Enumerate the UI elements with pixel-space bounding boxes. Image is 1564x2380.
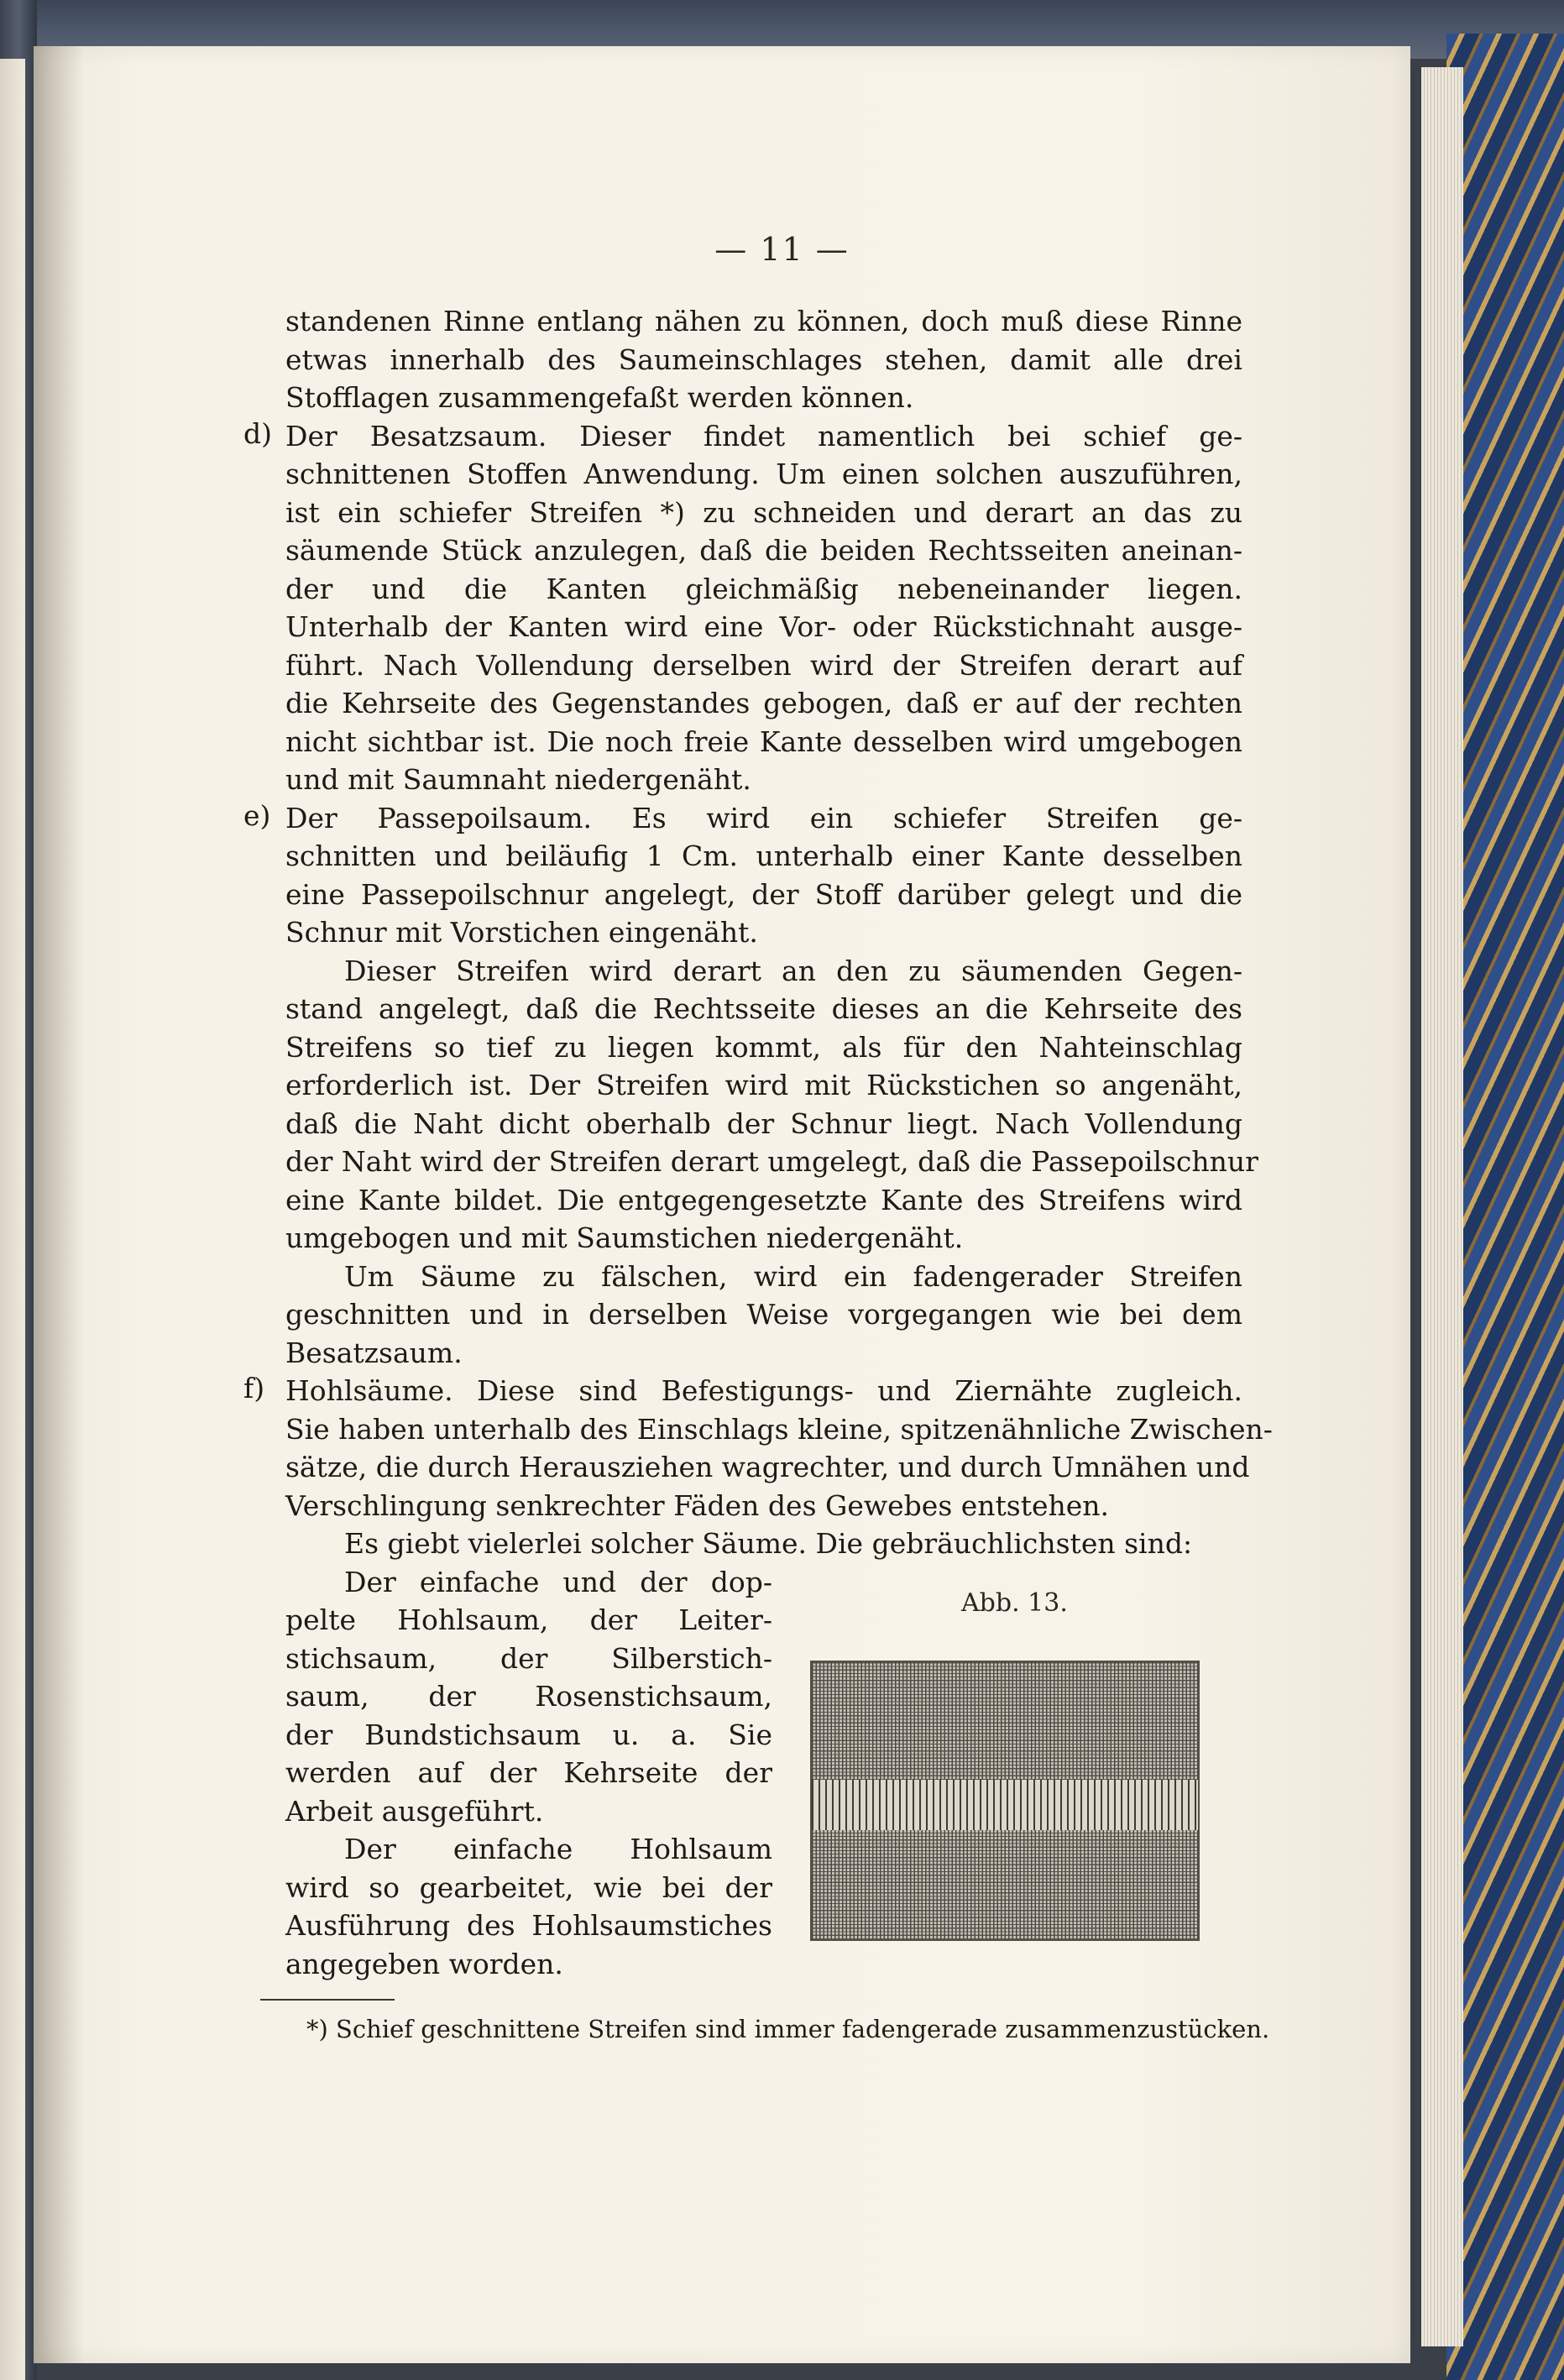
figure-label: Abb. 13. (961, 1588, 1068, 1618)
text-line: Der einfache Hohlsaum (344, 1833, 772, 1865)
text-line: Sie haben unterhalb des Einschlags kleine, spitzenähnliche Zwischen- (285, 1412, 1273, 1446)
text-line: Es giebt vielerlei solcher Säume. Die gebräuchlichsten sind: (344, 1527, 1193, 1560)
text-line: pelte Hohlsaum, der Leiter- (285, 1603, 772, 1636)
text-line: stichsaum, der Silberstich- (285, 1641, 772, 1675)
marbled-cover (1446, 34, 1564, 2380)
text-line: umgebogen und mit Saumstichen niedergenäht. (285, 1221, 964, 1254)
paragraph-d (243, 416, 1242, 456)
text-line: daß die Naht dicht oberhalb der Schnur liegt. Nach Vollendung (285, 1106, 1242, 1140)
text-line: Schnur mit Vorstichen eingenäht. (285, 916, 758, 949)
left-page-edge (0, 59, 25, 2380)
text-line: Ausführung des Hohlsaumstiches (285, 1909, 772, 1942)
text-line: Unterhalb der Kanten wird eine Vor- oder Rückstichnaht ausge- (285, 610, 1242, 643)
text-line: der Naht wird der Streifen derart umgelegt, daß die Passepoilschnur (285, 1145, 1258, 1178)
text-line: Stofflagen zusammengefaßt werden können. (285, 381, 914, 414)
page-edges (1421, 67, 1463, 2346)
text-line: Der Besatzsaum. Dieser findet namentlich bei schief ge- (285, 419, 1242, 452)
text-line: der und die Kanten gleichmäßig nebeneinander liegen. (285, 572, 1242, 605)
page-number: — 11 — (714, 231, 850, 268)
list-marker-e: e) (243, 798, 271, 832)
footnote: *) Schief geschnittene Streifen sind immer fadengerade zusammenzustücken. (306, 2015, 1270, 2043)
text-line: Der Passepoilsaum. Es wird ein schiefer Streifen ge- (285, 801, 1242, 834)
text-line: der Bundstichsaum u. a. Sie (285, 1718, 772, 1751)
text-line: standenen Rinne entlang nähen zu können, doch muß diese Rinne (285, 305, 1242, 337)
text-line: angegeben worden. (285, 1947, 563, 1980)
text-line: wird so gearbeitet, wie bei der (285, 1870, 772, 1904)
text-line: schnittenen Stoffen Anwendung. Um einen solchen auszuführen, (285, 458, 1242, 490)
text-line: saum, der Rosenstichsaum, (285, 1680, 772, 1713)
list-marker-d: d) (243, 416, 272, 450)
text-line: schnitten und beiläufig 1 Cm. unterhalb einer Kante desselben (285, 840, 1242, 872)
drawn-thread-gap (812, 1780, 1198, 1830)
text-line: sätze, die durch Herausziehen wagrechter, und durch Umnähen und (285, 1451, 1250, 1483)
gutter-shadow (34, 46, 84, 2363)
text-line: Verschlingung senkrechter Fäden des Gewebes entstehen. (285, 1488, 1110, 1522)
text-line: und mit Saumnaht niedergenäht. (285, 763, 751, 796)
text-line: Um Säume zu fälschen, wird ein fadengerader Streifen (344, 1259, 1242, 1293)
hemstitch-illustration (810, 1661, 1200, 1941)
text-line: säumende Stück anzulegen, daß die beiden Rechtsseiten aneinan- (285, 534, 1242, 567)
text-line: etwas innerhalb des Saumeinschlages stehen, damit alle drei (285, 343, 1242, 376)
text-line: führt. Nach Vollendung derselben wird der Streifen derart auf (285, 648, 1242, 682)
text-line: ist ein schiefer Streifen *) zu schneiden und derart an das zu (285, 495, 1242, 529)
footnote-divider (260, 1999, 395, 2001)
text-line: eine Kante bildet. Die entgegengesetzte Kante des Streifens wird (285, 1183, 1242, 1216)
text-line: eine Passepoilschnur angelegt, der Stoff darüber gelegt und die (285, 877, 1242, 911)
text-line: Der einfache und der dop- (344, 1565, 772, 1598)
paragraph-e (243, 798, 1242, 838)
fabric-weave-top (812, 1662, 1198, 1780)
text-line: werden auf der Kehrseite der (285, 1756, 772, 1789)
list-marker-f: f) (243, 1372, 265, 1404)
text-line: Besatzsaum. (285, 1336, 463, 1369)
text-line: Dieser Streifen wird derart an den zu säumenden Gegen- (344, 954, 1242, 987)
figure-side-text (285, 1563, 772, 1984)
paragraph-f (243, 1372, 1242, 1410)
text-line: Streifens so tief zu liegen kommt, als für den Nahteinschlag (285, 1030, 1242, 1064)
text-line: geschnitten und in derselben Weise vorgegangen wie bei dem (285, 1298, 1242, 1331)
text-line: Hohlsäume. Diese sind Befestigungs- und Ziernähte zugleich. (285, 1374, 1242, 1407)
text-line: die Kehrseite des Gegenstandes gebogen, daß er auf der rechten (285, 687, 1242, 719)
text-line: erforderlich ist. Der Streifen wird mit Rückstichen so angenäht, (285, 1069, 1242, 1101)
fabric-weave-bottom (812, 1830, 1198, 1939)
text-line: Arbeit ausgeführt. (285, 1794, 544, 1828)
text-line: stand angelegt, daß die Rechtsseite dieses an die Kehrseite des (285, 992, 1242, 1025)
text-line: nicht sichtbar ist. Die noch freie Kante desselben wird umgebogen (285, 724, 1242, 758)
